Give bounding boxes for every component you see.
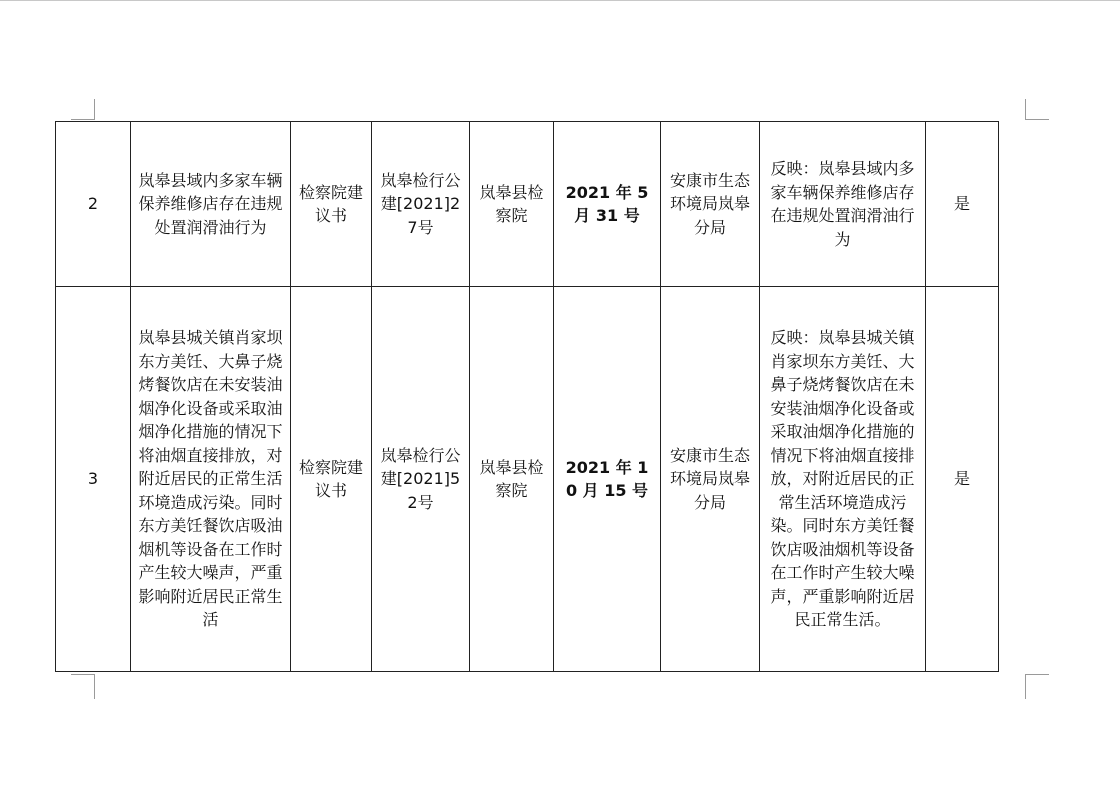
date-cell: 2021 年 10 月 15 号 xyxy=(554,287,661,672)
case-table xyxy=(55,121,999,672)
doc-number-cell: 岚皋检行公建[2021]52号 xyxy=(372,287,470,672)
recipient-cell: 安康市生态环境局岚皋分局 xyxy=(661,122,760,287)
recipient-cell: 安康市生态环境局岚皋分局 xyxy=(661,287,760,672)
crop-mark-top-left xyxy=(71,99,95,120)
table-row xyxy=(56,287,999,672)
crop-mark-bottom-right xyxy=(1025,674,1049,699)
issuer-cell: 岚皋县检察院 xyxy=(470,122,554,287)
doc-number-cell: 岚皋检行公建[2021]27号 xyxy=(372,122,470,287)
content-cell: 反映：岚皋县城关镇肖家坝东方美饪、大鼻子烧烤餐饮店在未安装油烟净化设备或采取油烟净化措施的情况下将油烟直接排放，对附近居民的正常生活环境造成污染。同时东方美饪餐饮店吸油烟机等设备在工作时产生较大噪声，严重影响附近居民正常生活。 xyxy=(760,287,926,672)
page-top-edge xyxy=(0,0,1120,1)
doc-type-cell: 检察院建议书 xyxy=(291,287,372,672)
completed-cell: 是 xyxy=(926,122,999,287)
row-number: 3 xyxy=(56,287,131,672)
problem-cell: 岚皋县城关镇肖家坝东方美饪、大鼻子烧烤餐饮店在未安装油烟净化设备或采取油烟净化措施的情况下将油烟直接排放，对附近居民的正常生活环境造成污染。同时东方美饪餐饮店吸油烟机等设备在工作时产生较大噪声，严重影响附近居民正常生活 xyxy=(131,287,291,672)
problem-cell: 岚皋县域内多家车辆保养维修店存在违规处置润滑油行为 xyxy=(131,122,291,287)
table-row xyxy=(56,122,999,287)
date-cell: 2021 年 5 月 31 号 xyxy=(554,122,661,287)
doc-type-cell: 检察院建议书 xyxy=(291,122,372,287)
issuer-cell: 岚皋县检察院 xyxy=(470,287,554,672)
crop-mark-bottom-left xyxy=(71,674,95,699)
crop-mark-top-right xyxy=(1025,99,1049,120)
completed-cell: 是 xyxy=(926,287,999,672)
row-number: 2 xyxy=(56,122,131,287)
content-cell: 反映：岚皋县域内多家车辆保养维修店存在违规处置润滑油行为 xyxy=(760,122,926,287)
